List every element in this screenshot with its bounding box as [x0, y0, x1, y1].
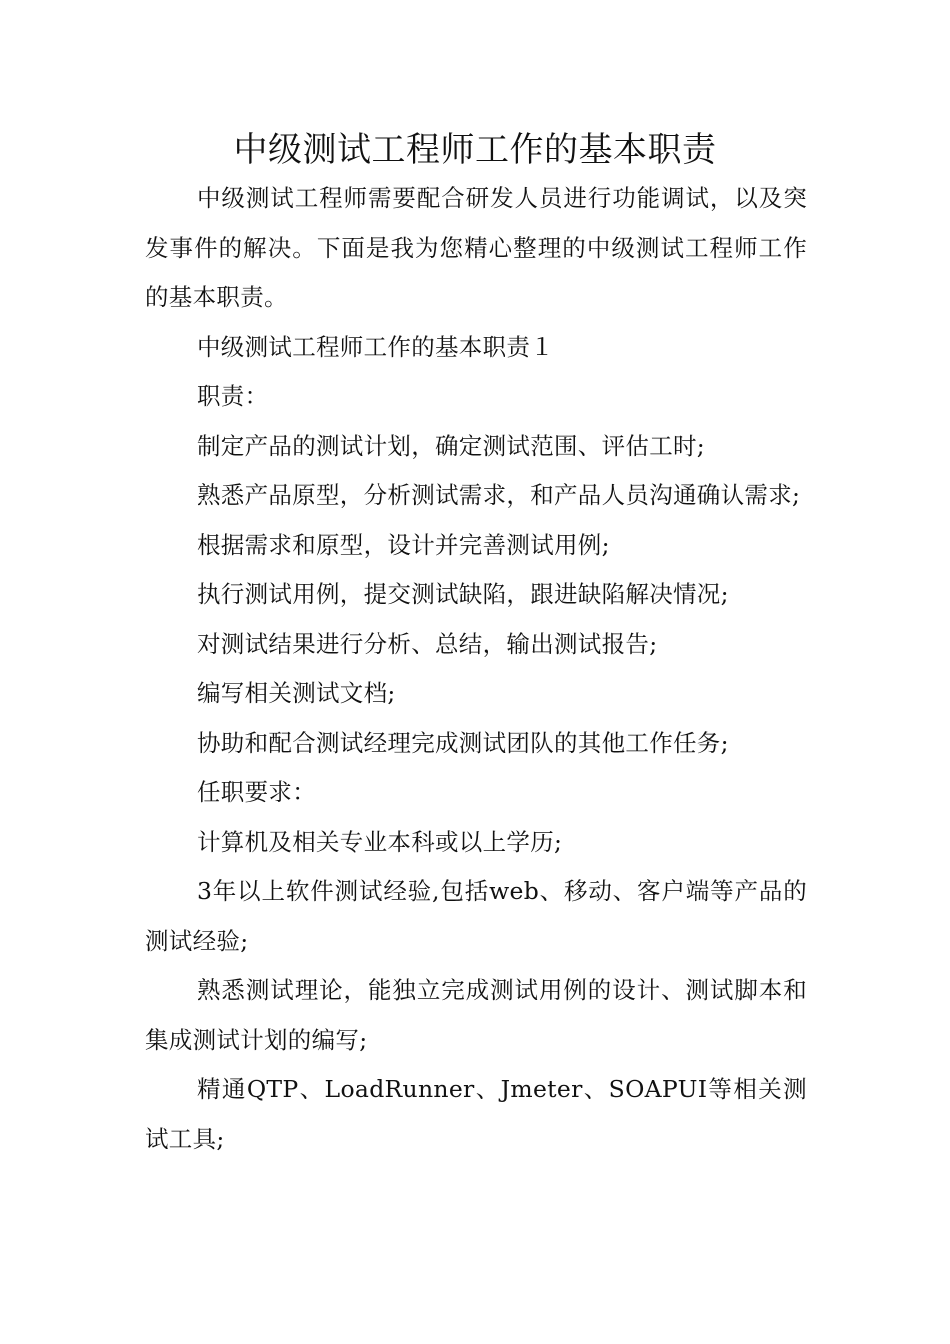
duty-item: 协助和配合测试经理完成测试团队的其他工作任务; — [197, 728, 729, 757]
duty-item: 根据需求和原型，设计并完善测试用例; — [197, 530, 610, 559]
duty-item: 执行测试用例，提交测试缺陷，跟进缺陷解决情况; — [197, 580, 729, 608]
requirement-item: 熟悉测试理论，能独立完成测试用例的设计、测试脚本和集成测试计划的编写; — [145, 976, 807, 1054]
requirement-item: 3年以上软件测试经验,包括web、移动、客户端等产品的测试经验; — [145, 877, 807, 955]
document-title: 中级测试工程师工作的基本职责 — [233, 130, 717, 170]
duty-item: 制定产品的测试计划，确定测试范围、评估工时; — [197, 431, 706, 460]
duty-item: 熟悉产品原型，分析测试需求，和产品人员沟通确认需求; — [197, 481, 801, 509]
requirements-label: 任职要求： — [197, 778, 316, 806]
requirement-item: 精通QTP、LoadRunner、Jmeter、SOAPUI等相关测试工具; — [145, 1075, 807, 1153]
duty-item: 对测试结果进行分析、总结，输出测试报告; — [197, 629, 658, 658]
section-heading-1: 中级测试工程师工作的基本职责１ — [197, 332, 554, 361]
document-body — [145, 174, 807, 1164]
duty-item: 编写相关测试文档; — [197, 679, 396, 707]
intro-paragraph: 中级测试工程师需要配合研发人员进行功能调试，以及突发事件的解决。下面是我为您精心整理的中级测试工程师工作的基本职责。 — [145, 184, 807, 311]
requirement-item: 计算机及相关专业本科或以上学历; — [197, 827, 563, 856]
duties-label: 职责： — [197, 382, 269, 410]
